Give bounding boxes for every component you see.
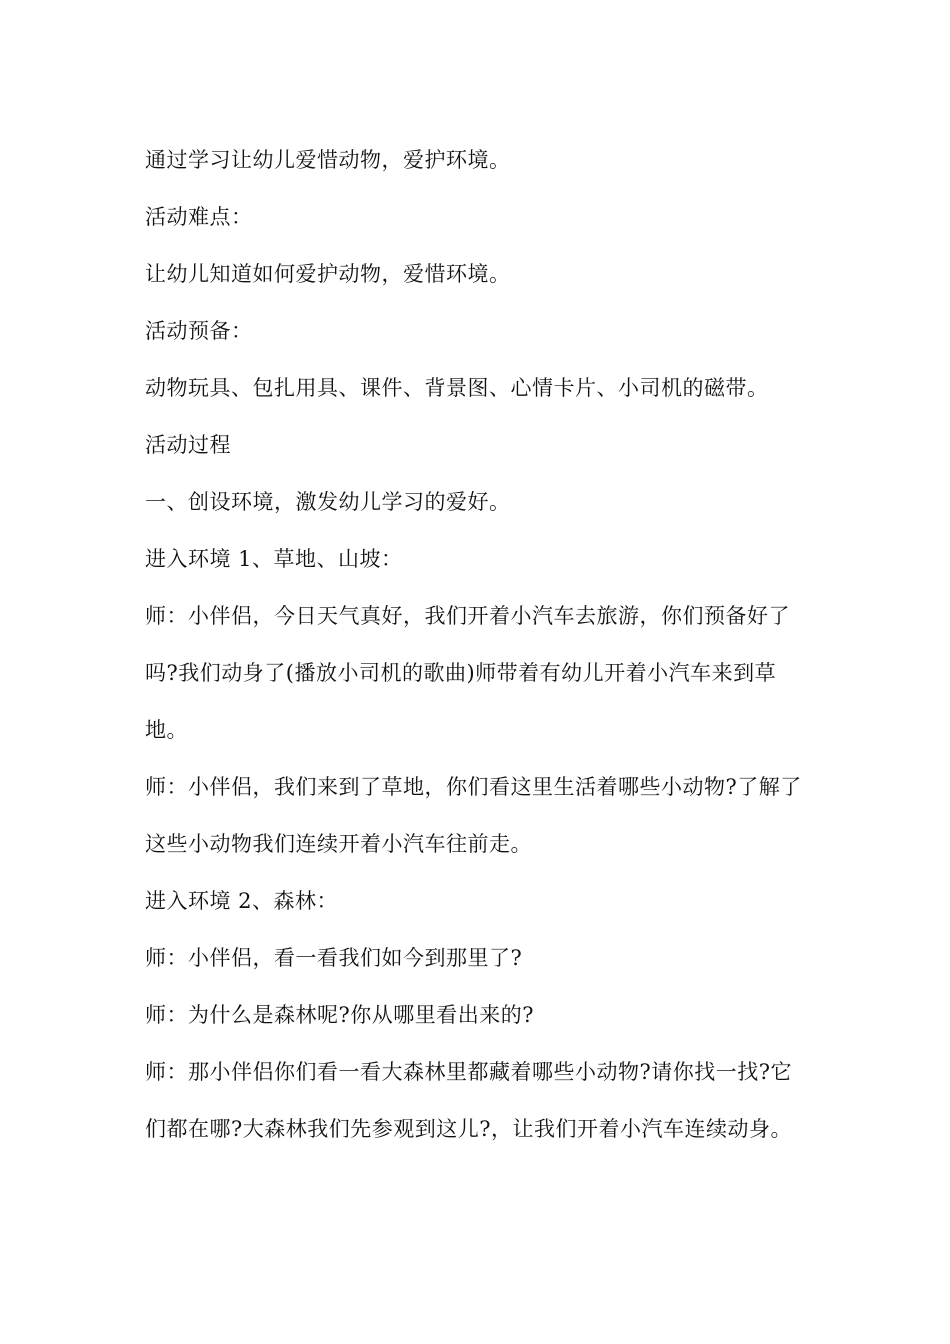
heading-process: 活动过程	[145, 433, 231, 457]
paragraph-preparation: 动物玩具、包扎用具、课件、背景图、心情卡片、小司机的磁带。	[145, 376, 769, 400]
teacher-line-2: 师：小伴侣，我们来到了草地，你们看这里生活着哪些小动物?了解了这些小动物我们连续开着小汽车往前走。	[145, 775, 802, 856]
environment-two-title: 进入环境 2、森林：	[145, 889, 339, 913]
paragraph-difficulty: 让幼儿知道如何爱护动物，爱惜环境。	[145, 262, 511, 286]
document-body	[145, 132, 813, 1158]
environment-one-title: 进入环境 1、草地、山坡：	[145, 547, 403, 571]
teacher-line-4: 师：为什么是森林呢?你从哪里看出来的?	[145, 1003, 535, 1027]
teacher-line-1: 师：小伴侣，今日天气真好，我们开着小汽车去旅游，你们预备好了吗?我们动身了(播放小司机的歌曲)师带着有幼儿开着小汽车来到草地。	[145, 604, 790, 742]
teacher-line-3: 师：小伴侣，看一看我们如今到那里了?	[145, 946, 523, 970]
teacher-line-5: 师：那小伴侣你们看一看大森林里都藏着哪些小动物?请你找一找?它们都在哪?大森林我们先参观到这儿?，让我们开着小汽车连续动身。	[145, 1060, 793, 1141]
section-one-title: 一、创设环境，激发幼儿学习的爱好。	[145, 490, 511, 514]
heading-difficulty: 活动难点：	[145, 205, 253, 229]
heading-preparation: 活动预备：	[145, 319, 253, 343]
paragraph-goal: 通过学习让幼儿爱惜动物，爱护环境。	[145, 148, 511, 172]
